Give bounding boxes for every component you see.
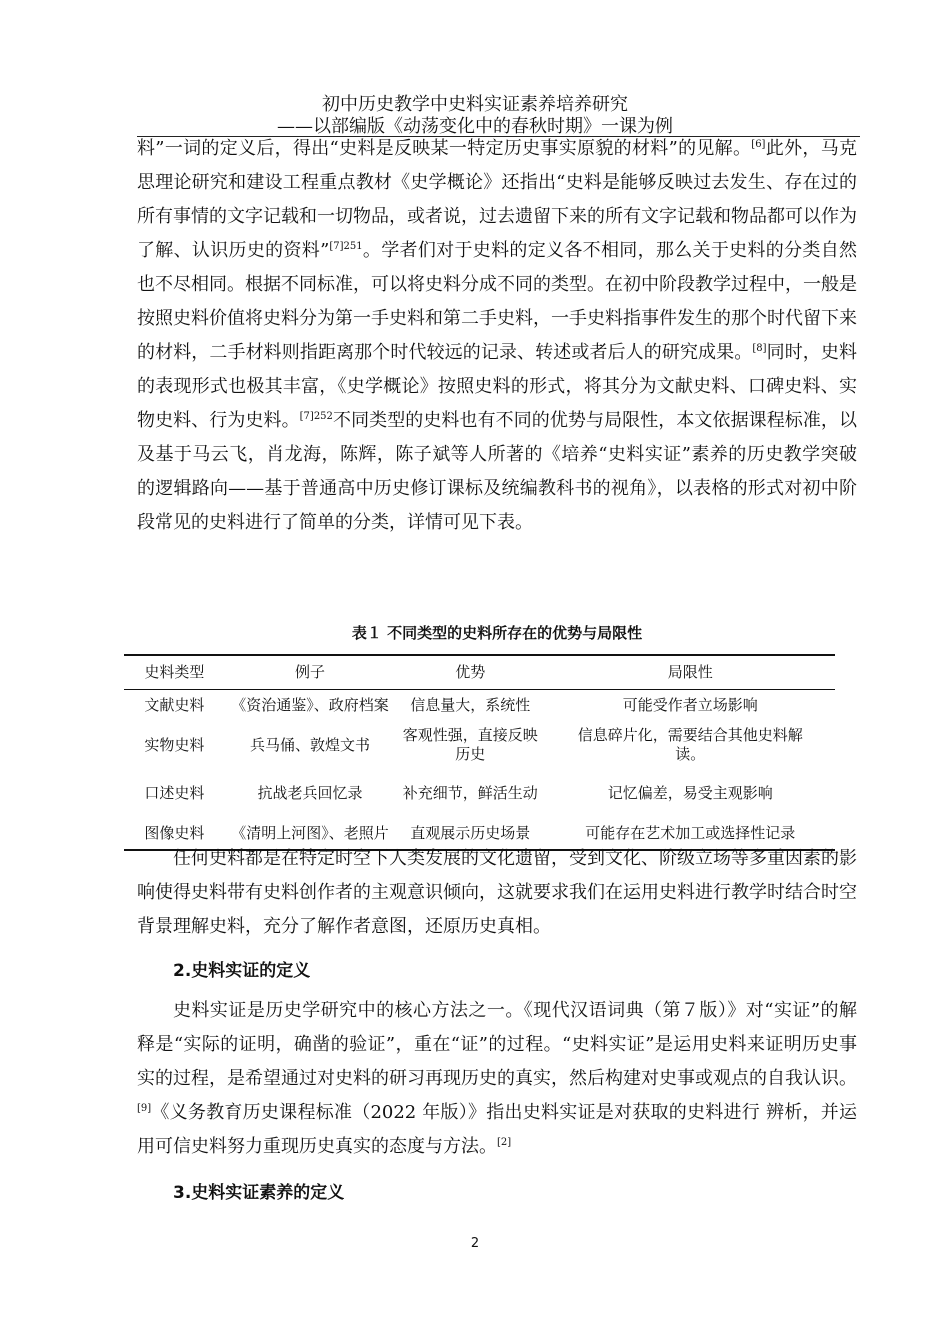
table-cell: 可能受作者立场影响 xyxy=(622,696,758,714)
table-cell: 口述史料 xyxy=(144,783,205,802)
table-header-row xyxy=(124,655,835,690)
table-cell: 文献史料 xyxy=(144,696,205,714)
table-header-cell: 局限性 xyxy=(545,655,835,690)
running-header-subtitle: ——以部编版《动荡变化中的春秋时期》一课为例 xyxy=(277,116,673,137)
cell-text: 信息碎片化，需要结合其他史料解读。 xyxy=(577,726,803,763)
table-cell xyxy=(395,769,545,817)
citation: [6] xyxy=(751,139,766,150)
table-row xyxy=(124,769,835,817)
citation: [8] xyxy=(752,343,767,354)
table-cell: 《资治通鉴》、政府档案 xyxy=(231,696,389,714)
table-header-cell: 优势 xyxy=(395,655,545,690)
section-heading-2: 2.史料实证的定义 xyxy=(173,961,311,981)
text-segment: 不同类型的史料也有不同的优势与局限性，本文依据课程标准，以及基于马云飞，肖龙海，陈辉，陈子斌等人所著的《培养“史料实证”素养的历史教学突破的逻辑路向——基于普通高中历史修订课标及统编教科书的视角》，以表格的形式对初中阶段常见的史料进行了简单的分类，详情可见下表。 xyxy=(137,410,858,533)
table-row xyxy=(124,721,835,769)
text-segment: 料”一词的定义后，得出“史料是反映某一特定历史事实原貌的材料”的见解。 xyxy=(137,138,752,159)
table-cell: 记忆偏差，易受主观影响 xyxy=(607,783,773,802)
cell-text: 客观性强，直接反映历史 xyxy=(402,726,538,763)
paragraph-source-definition xyxy=(137,132,857,540)
table-cell xyxy=(545,721,835,769)
table-header-cell: 史料类型 xyxy=(124,655,225,690)
citation: [9] xyxy=(137,1103,152,1114)
cell-text: 补充细节，鲜活生动 xyxy=(402,783,538,802)
section-heading-3: 3.史料实证素养的定义 xyxy=(173,1183,345,1203)
table-cell: 《清明上河图》、老照片 xyxy=(225,817,395,850)
source-type-table xyxy=(124,654,835,851)
table-cell: 直观展示历史场景 xyxy=(395,817,545,850)
table-row xyxy=(124,690,835,722)
table-cell: 图像史料 xyxy=(124,817,225,850)
text-segment: 。学者们对于史料的定义各不相同，那么关于史料的分类自然也不尽相同。根据不同标准，可以将史料分成不同的类型。在初中阶段教学过程中，一般是按照史料价值将史料分为第一手史料和第二手史料，一手史料指事件发生的那个时代留下来的材料，二手材料则指距离那个时代较远的记录、转述或者后人的研究成果。 xyxy=(137,240,858,363)
table-cell: 可能存在艺术加工或选择性记录 xyxy=(545,817,835,850)
table-cell xyxy=(395,721,545,769)
page-number: 2 xyxy=(470,1236,480,1251)
text-segment: 《义务教育历史课程标准（2022 年版）》指出史料实证是对获取的史料进行 辨析，并运用可信史料努力重现历史真实的态度与方法。 xyxy=(137,1102,857,1157)
citation: [2] xyxy=(497,1137,512,1148)
running-header-title: 初中历史教学中史料实证素养培养研究 xyxy=(322,94,628,115)
text-segment: 史料实证是历史学研究中的核心方法之一。《现代汉语词典（第７版）》对“实证”的解释是“实际的证明，确凿的验证”，重在“证”的过程。“史料实证”是运用史料来证明历史事实的过程，是希望通过对史料的研习再现历史的真实，然后构建对史事或观点的自我认识。 xyxy=(137,1000,857,1089)
table-caption: 表１ 不同类型的史料所存在的优势与局限性 xyxy=(351,624,643,642)
citation: [7]251 xyxy=(329,241,363,252)
table-header-cell: 例子 xyxy=(225,655,395,690)
table-cell: 实物史料 xyxy=(144,735,205,754)
citation: [7]252 xyxy=(299,411,333,422)
text-segment: 同时，史料的表现形式也极其丰富，《史学概论》按照史料的形式，将其分为文献史料、口碑史料、实物史料、行为史料。 xyxy=(137,342,858,431)
table-cell: 抗战老兵回忆录 xyxy=(257,783,363,802)
table-cell: 信息量大，系统性 xyxy=(410,696,531,714)
paragraph-evidence-definition xyxy=(137,994,857,1164)
text-segment: 此外，马克思理论研究和建设工程重点教材《史学概论》还指出“史料是能够反映过去发生、存在过的所有事情的文字记载和一切物品，或者说，过去遗留下来的所有文字记载和物品都可以作为了解、认识历史的资料” xyxy=(137,138,857,261)
table-cell: 兵马俑、敦煌文书 xyxy=(249,735,370,754)
paragraph-source-bias: 任何史料都是在特定时空下人类发展的文化遗留，受到文化、阶级立场等多重因素的影响使得史料带有史料创作者的主观意识倾向，这就要求我们在运用史料进行教学时结合时空背景理解史料，充分了解作者意图，还原历史真相。 xyxy=(137,848,857,937)
